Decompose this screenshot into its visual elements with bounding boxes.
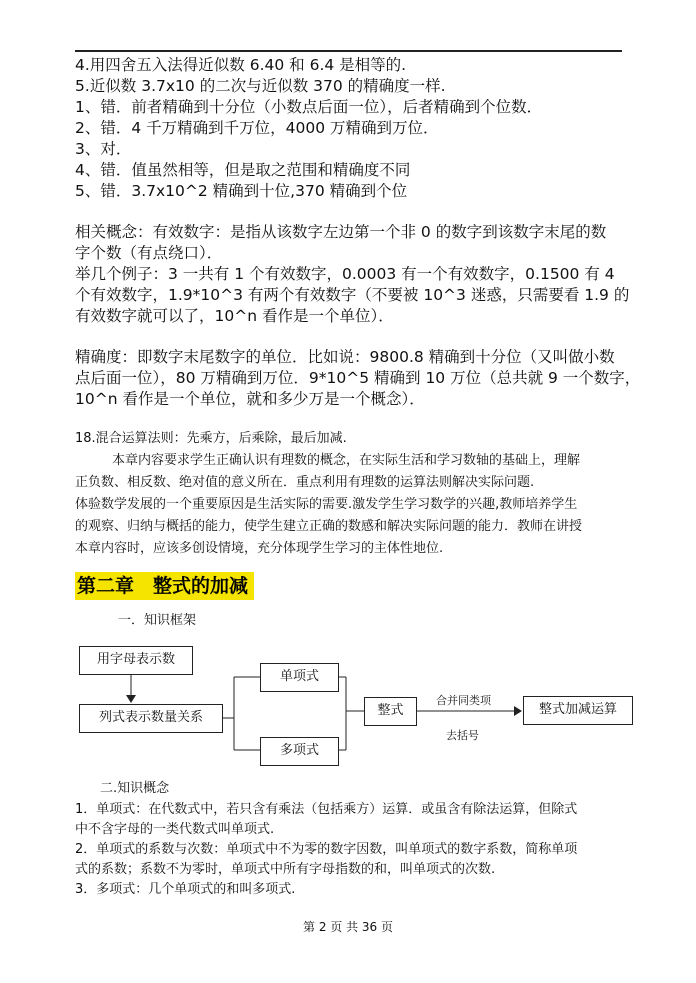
box-integral-expression: 整式 [364,697,417,726]
section-heading-concepts: 二.知识概念 [100,781,170,796]
precision-line-2: 点后面一位），80 万精确到万位．9*10^5 精确到 10 万位（总共就 9 一个数字， [75,369,641,387]
section-heading-framework: 一．知识框架 [118,613,197,628]
label-remove-brackets: 去括号 [446,729,479,742]
chapter-title: 第二章 整式的加减 [75,572,254,600]
concept-line-3: 举几个例子：3 一共有 1 个有效数字，0.0003 有一个有效数字，0.1500 有 4 [75,265,615,283]
header-rule [75,50,622,52]
arrow-head-right [514,706,522,716]
concept-line-1: 相关概念：有效数字：是指从该数字左边第一个非 0 的数字到该数字末尾的数 [75,223,607,241]
concept-line-2: 字个数（有点绕口）． [75,244,223,262]
concept-line-4: 个有效数字，1.9*10^3 有两个有效数字（不要被 10^3 迷惑，只需要看 1.9 的 [75,286,630,304]
concept-3-line-1: 3．多项式：几个单项式的和叫多项式. [75,882,296,897]
rule-18: 18.混合运算法则：先乘方，后乘除，最后加减. [75,431,347,446]
answer-1: 1、错．前者精确到十分位（小数点后面一位），后者精确到个位数． [75,98,543,116]
note-line-1: 本章内容要求学生正确认识有理数的概念，在实际生活和学习数轴的基础上，理解 [112,453,581,468]
box-polynomial: 多项式 [260,737,339,766]
precision-line-3: 10^n 看作是一个单位，就和多少万是一个概念）． [75,390,425,408]
concept-line-5: 有效数字就可以了，10^n 看作是一个单位）． [75,307,394,325]
label-combine-like-terms: 合并同类项 [436,694,491,707]
answer-3: 3、对． [75,140,132,158]
answer-5: 5、错．3.7x10^2 精确到十位,370 精确到个位 [75,182,408,200]
box-expression-relation: 列式表示数量关系 [79,704,223,733]
statement-5: 5.近似数 3.7x10 的二次与近似数 370 的精确度一样. [75,77,446,95]
statement-4: 4.用四舍五入法得近似数 6.40 和 6.4 是相等的. [75,56,407,74]
box-letters-represent-numbers: 用字母表示数 [79,646,193,675]
answer-2: 2、错．4 千万精确到千万位，4000 万精确到万位． [75,119,439,137]
concept-1-line-1: 1．单项式：在代数式中，若只含有乘法（包括乘方）运算．或虽含有除法运算，但除式 [75,802,578,817]
note-line-3: 体验数学发展的一个重要原因是生活实际的需要.激发学生学习数学的兴趣,教师培养学生 [75,497,578,512]
note-line-4: 的观察、归纳与概括的能力，使学生建立正确的数感和解决实际问题的能力．教师在讲授 [75,519,583,534]
page-number-footer: 第 2 页 共 36 页 [303,920,393,934]
note-line-5: 本章内容时，应该多创设情境，充分体现学生学习的主体性地位. [75,541,444,556]
box-integral-add-subtract: 整式加减运算 [523,696,633,725]
concept-2-line-1: 2．单项式的系数与次数：单项式中不为零的数字因数，叫单项式的数字系数，简称单项 [75,842,578,857]
note-line-2: 正负数、相反数、绝对值的意义所在．重点利用有理数的运算法则解决实际问题. [75,475,535,490]
arrow-head-down [126,695,136,703]
concept-1-line-2: 中不含字母的一类代数式叫单项式. [75,822,275,837]
answer-4: 4、错．值虽然相等，但是取之范围和精确度不同 [75,161,411,179]
concept-2-line-2: 式的系数；系数不为零时，单项式中所有字母指数的和，叫单项式的次数. [75,862,496,877]
box-monomial: 单项式 [260,663,339,692]
precision-line-1: 精确度：即数字末尾数字的单位．比如说：9800.8 精确到十分位（又叫做小数 [75,348,615,366]
